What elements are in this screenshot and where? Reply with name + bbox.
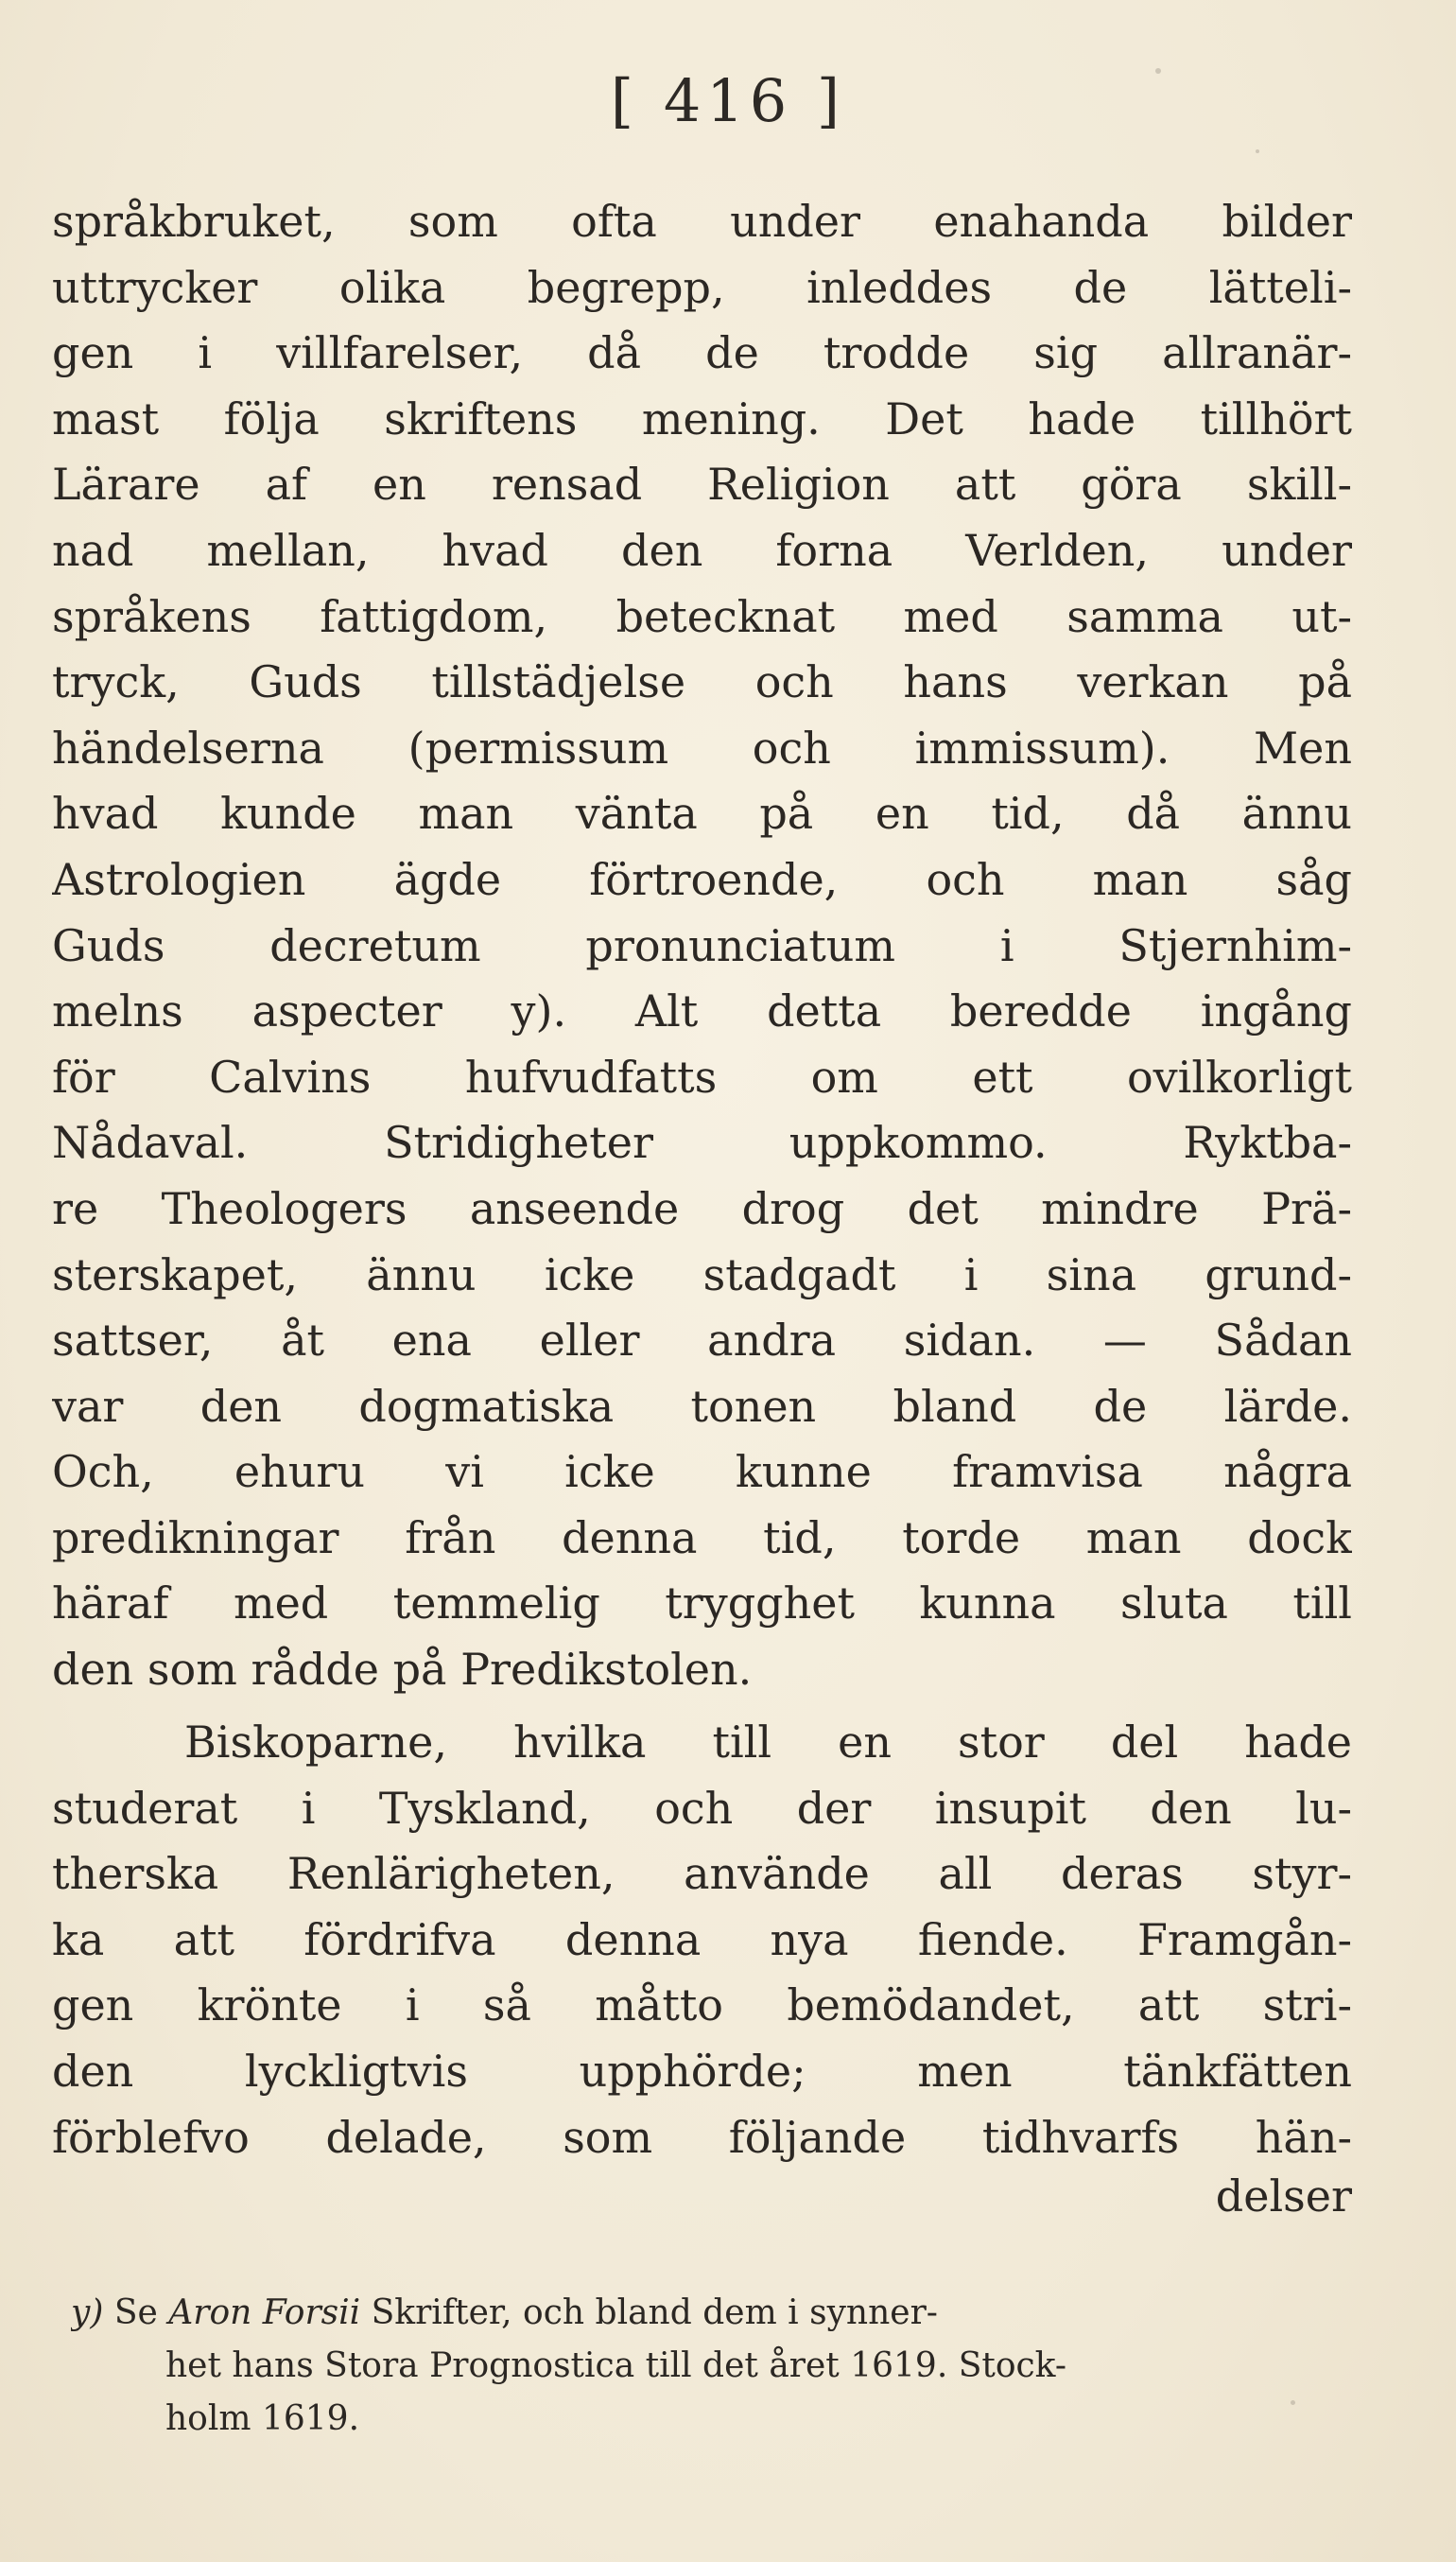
text-line: gen krönte i så måtto bemödandet, att stri-: [52, 1979, 1352, 2031]
text-line: sterskapet, ännu icke stadgadt i sina grund-: [52, 1248, 1352, 1300]
text-line: hvad kunde man vänta på en tid, då ännu: [52, 788, 1352, 840]
text-line: therska Renlärigheten, använde all deras styr-: [52, 1848, 1352, 1900]
text-line: den som rådde på Predikstolen.: [52, 1644, 753, 1696]
paper-speck: [1291, 2400, 1295, 2405]
paper-speck: [1256, 149, 1259, 153]
footnote-text: Skrifter, och bland dem i synner-: [371, 2293, 938, 2332]
footnote-line: holm 1619.: [165, 2399, 360, 2438]
text-line: gen i villfarelser, då de trodde sig allranär-: [52, 327, 1352, 379]
footnote-author: Aron Forsii: [168, 2293, 361, 2332]
text-line: Nådaval. Stridigheter uppkommo. Ryktba-: [52, 1117, 1352, 1169]
text-line: händelserna (permissum och immissum). Men: [52, 722, 1352, 774]
text-line: Guds decretum pronunciatum i Stjernhim-: [52, 919, 1352, 971]
text-line: tryck, Guds tillstädjelse och hans verkan på: [52, 656, 1352, 708]
text-line: predikningar från denna tid, torde man dock: [52, 1511, 1352, 1563]
text-line: var den dogmatiska tonen bland de lärde.: [52, 1380, 1352, 1432]
text-line: häraf med temmelig trygghet kunna sluta till: [52, 1577, 1352, 1630]
text-line: Och, ehuru vi icke kunne framvisa några: [52, 1446, 1352, 1498]
catchword: delser: [1215, 2170, 1352, 2222]
page-number: [ 416 ]: [610, 66, 846, 135]
text-line: språkbruket, som ofta under enahanda bilder: [52, 196, 1352, 247]
paper-speck: [1155, 68, 1161, 74]
text-line: mast följa skriftens mening. Det hade tillhört: [52, 392, 1352, 444]
text-line: för Calvins hufvudfatts om ett ovilkorligt: [52, 1051, 1352, 1103]
text-line: ka att fördrifva denna nya fiende. Framgån-: [52, 1913, 1352, 1965]
text-line: språkens fattigdom, betecknat med samma ut-: [52, 590, 1352, 642]
paragraph-1: [52, 189, 1352, 1703]
text-line: re Theologers anseende drog det mindre Prä-: [52, 1182, 1352, 1234]
text-line: sattser, åt ena eller andra sidan. — Sådan: [52, 1315, 1352, 1367]
paragraph-2: [52, 1710, 1352, 2170]
text-line: studerat i Tyskland, och der insupit den lu-: [52, 1782, 1352, 1834]
text-line: den lyckligtvis upphörde; men tänkfätten: [52, 2045, 1352, 2097]
footnote-line: [71, 2287, 1338, 2340]
footnote-line: het hans Stora Prognostica till det året 1619. Stock-: [165, 2346, 1067, 2385]
footnote-mark: y): [71, 2293, 104, 2332]
text-line: Biskoparne, hvilka till en stor del hade: [184, 1717, 1352, 1768]
text-line: Astrologien ägde förtroende, och man såg: [52, 853, 1352, 905]
text-line: melns aspecter y). Alt detta beredde ingång: [52, 985, 1352, 1037]
text-line: uttrycker olika begrepp, inleddes de lätteli-: [52, 261, 1352, 313]
text-line: Lärare af en rensad Religion att göra skill-: [52, 459, 1352, 511]
footnote-text: Se: [113, 2293, 158, 2332]
text-line: förblefvo delade, som följande tidhvarfs hän-: [52, 2111, 1352, 2163]
text-line: nad mellan, hvad den forna Verlden, under: [52, 524, 1352, 576]
footnote: [71, 2287, 1338, 2446]
